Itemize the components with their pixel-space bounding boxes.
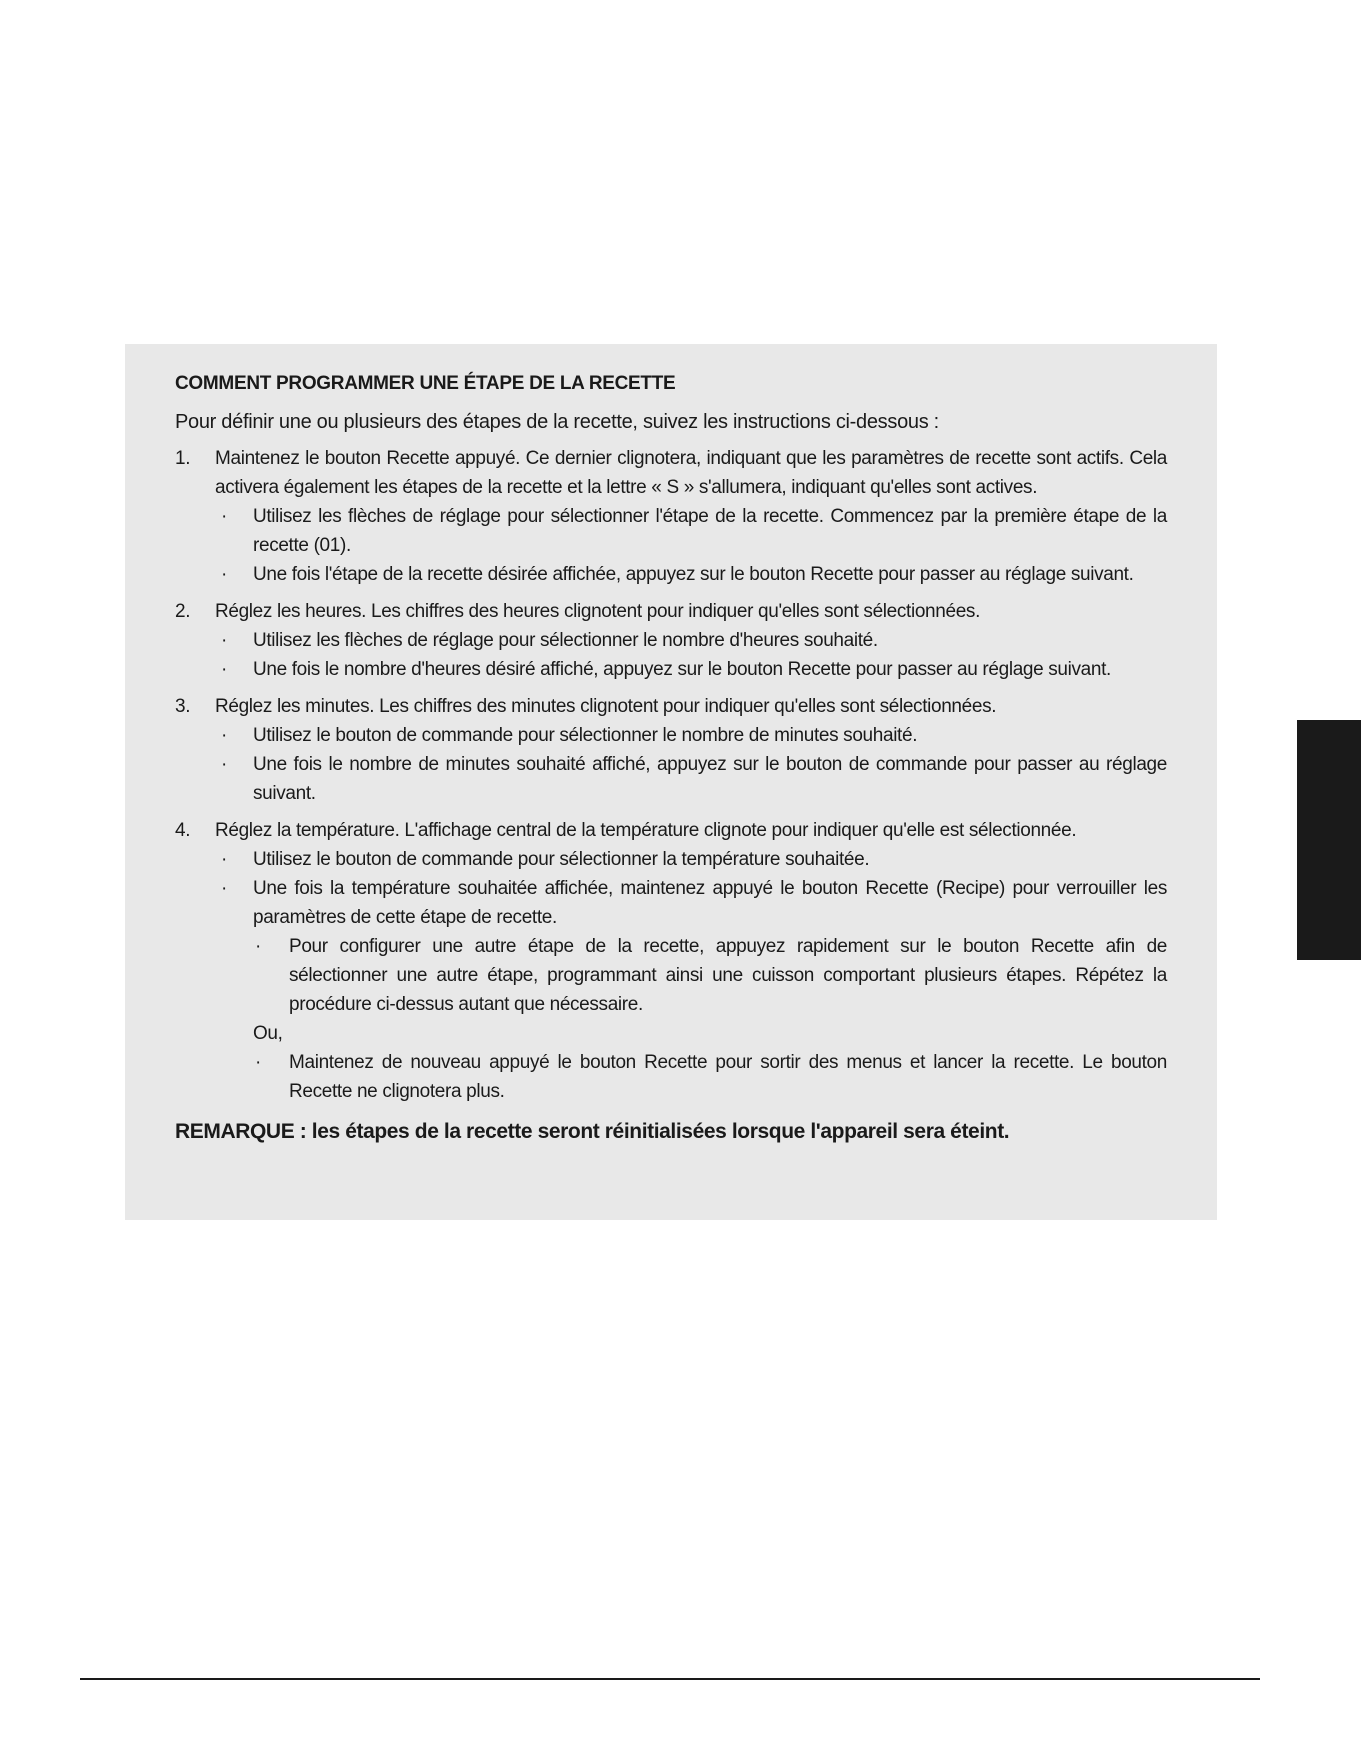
step-text: Maintenez le bouton Recette appuyé. Ce dernier clignotera, indiquant que les paramètres de recette sont actifs. Cela activera également les étapes de la recette et la lettre « S » s'allumera, indiquant qu'elles sont actives.: [215, 448, 1167, 498]
bullet-text: Utilisez les flèches de réglage pour sélectionner l'étape de la recette. Commencez par la première étape de la recette (01).: [253, 506, 1167, 556]
section-heading: COMMENT PROGRAMMER UNE ÉTAPE DE LA RECETTE: [175, 373, 676, 394]
section-tab-marker: [1297, 720, 1361, 960]
bullet-item: [215, 626, 1167, 655]
bullet-item: [215, 721, 1167, 750]
step-bullets: [215, 626, 1167, 684]
bullet-dot: ·: [221, 659, 227, 680]
step-number: 1.: [175, 448, 191, 469]
step-bullets: [215, 845, 1167, 1106]
step-4: [175, 816, 1167, 1106]
bullet-dot: ·: [221, 849, 227, 870]
bullet-item: [215, 750, 1167, 808]
instructions-panel: [125, 344, 1217, 1220]
sub-bullet-item: [253, 932, 1167, 1019]
intro-text: Pour définir une ou plusieurs des étapes de la recette, suivez les instructions ci-dessous :: [175, 411, 939, 433]
sub-bullet-text: Pour configurer une autre étape de la recette, appuyez rapidement sur le bouton Recette afin de sélectionner une autre étape, programmant ainsi une cuisson comportant plusieurs étapes. Répétez la procédure ci-dessus autant que nécessaire.: [289, 936, 1167, 1015]
bullet-dot: ·: [221, 878, 227, 899]
sub-bullets: [253, 1048, 1167, 1106]
bullet-text: Utilisez le bouton de commande pour sélectionner la température souhaitée.: [253, 849, 870, 870]
bullet-dot: ·: [221, 754, 227, 775]
step-2: [175, 597, 1167, 684]
sub-bullet-item: [253, 1048, 1167, 1106]
step-number: 4.: [175, 820, 191, 841]
sub-bullets: [253, 932, 1167, 1019]
note-text: REMARQUE : les étapes de la recette seront réinitialisées lorsque l'appareil sera éteint.: [175, 1120, 1010, 1143]
bullet-item: [215, 502, 1167, 560]
or-label: Ou,: [253, 1023, 283, 1044]
bullet-text: Une fois le nombre d'heures désiré affiché, appuyez sur le bouton Recette pour passer au réglage suivant.: [253, 659, 1111, 680]
bullet-dot: ·: [221, 725, 227, 746]
bullet-text: Utilisez les flèches de réglage pour sélectionner le nombre d'heures souhaité.: [253, 630, 878, 651]
bullet-item: [215, 845, 1167, 874]
step-3: [175, 692, 1167, 808]
bullet-text: Une fois le nombre de minutes souhaité affiché, appuyez sur le bouton de commande pour passer au réglage suivant.: [253, 754, 1167, 804]
step-bullets: [215, 502, 1167, 589]
step-text: Réglez les heures. Les chiffres des heures clignotent pour indiquer qu'elles sont sélectionnées.: [215, 601, 980, 622]
step-bullets: [215, 721, 1167, 808]
bullet-item: [215, 655, 1167, 684]
bullet-item: [215, 874, 1167, 1106]
bullet-dot: ·: [221, 564, 227, 585]
step-text: Réglez les minutes. Les chiffres des minutes clignotent pour indiquer qu'elles sont sélectionnées.: [215, 696, 997, 717]
step-number: 2.: [175, 601, 191, 622]
bullet-text: Une fois la température souhaitée affichée, maintenez appuyé le bouton Recette (Recipe) pour verrouiller les paramètres de cette étape de recette.: [253, 878, 1167, 928]
bullet-text: Une fois l'étape de la recette désirée affichée, appuyez sur le bouton Recette pour passer au réglage suivant.: [253, 564, 1134, 585]
bullet-text: Utilisez le bouton de commande pour sélectionner le nombre de minutes souhaité.: [253, 725, 918, 746]
step-number: 3.: [175, 696, 191, 717]
step-1: [175, 444, 1167, 589]
step-text: Réglez la température. L'affichage central de la température clignote pour indiquer qu'elle est sélectionnée.: [215, 820, 1077, 841]
bullet-dot: ·: [255, 936, 261, 957]
bullet-dot: ·: [221, 630, 227, 651]
bullet-dot: ·: [221, 506, 227, 527]
sub-bullet-text: Maintenez de nouveau appuyé le bouton Recette pour sortir des menus et lancer la recette. Le bouton Recette ne clignotera plus.: [289, 1052, 1167, 1102]
bullet-item: [215, 560, 1167, 589]
footer-rule: [80, 1678, 1260, 1680]
bullet-dot: ·: [255, 1052, 261, 1073]
